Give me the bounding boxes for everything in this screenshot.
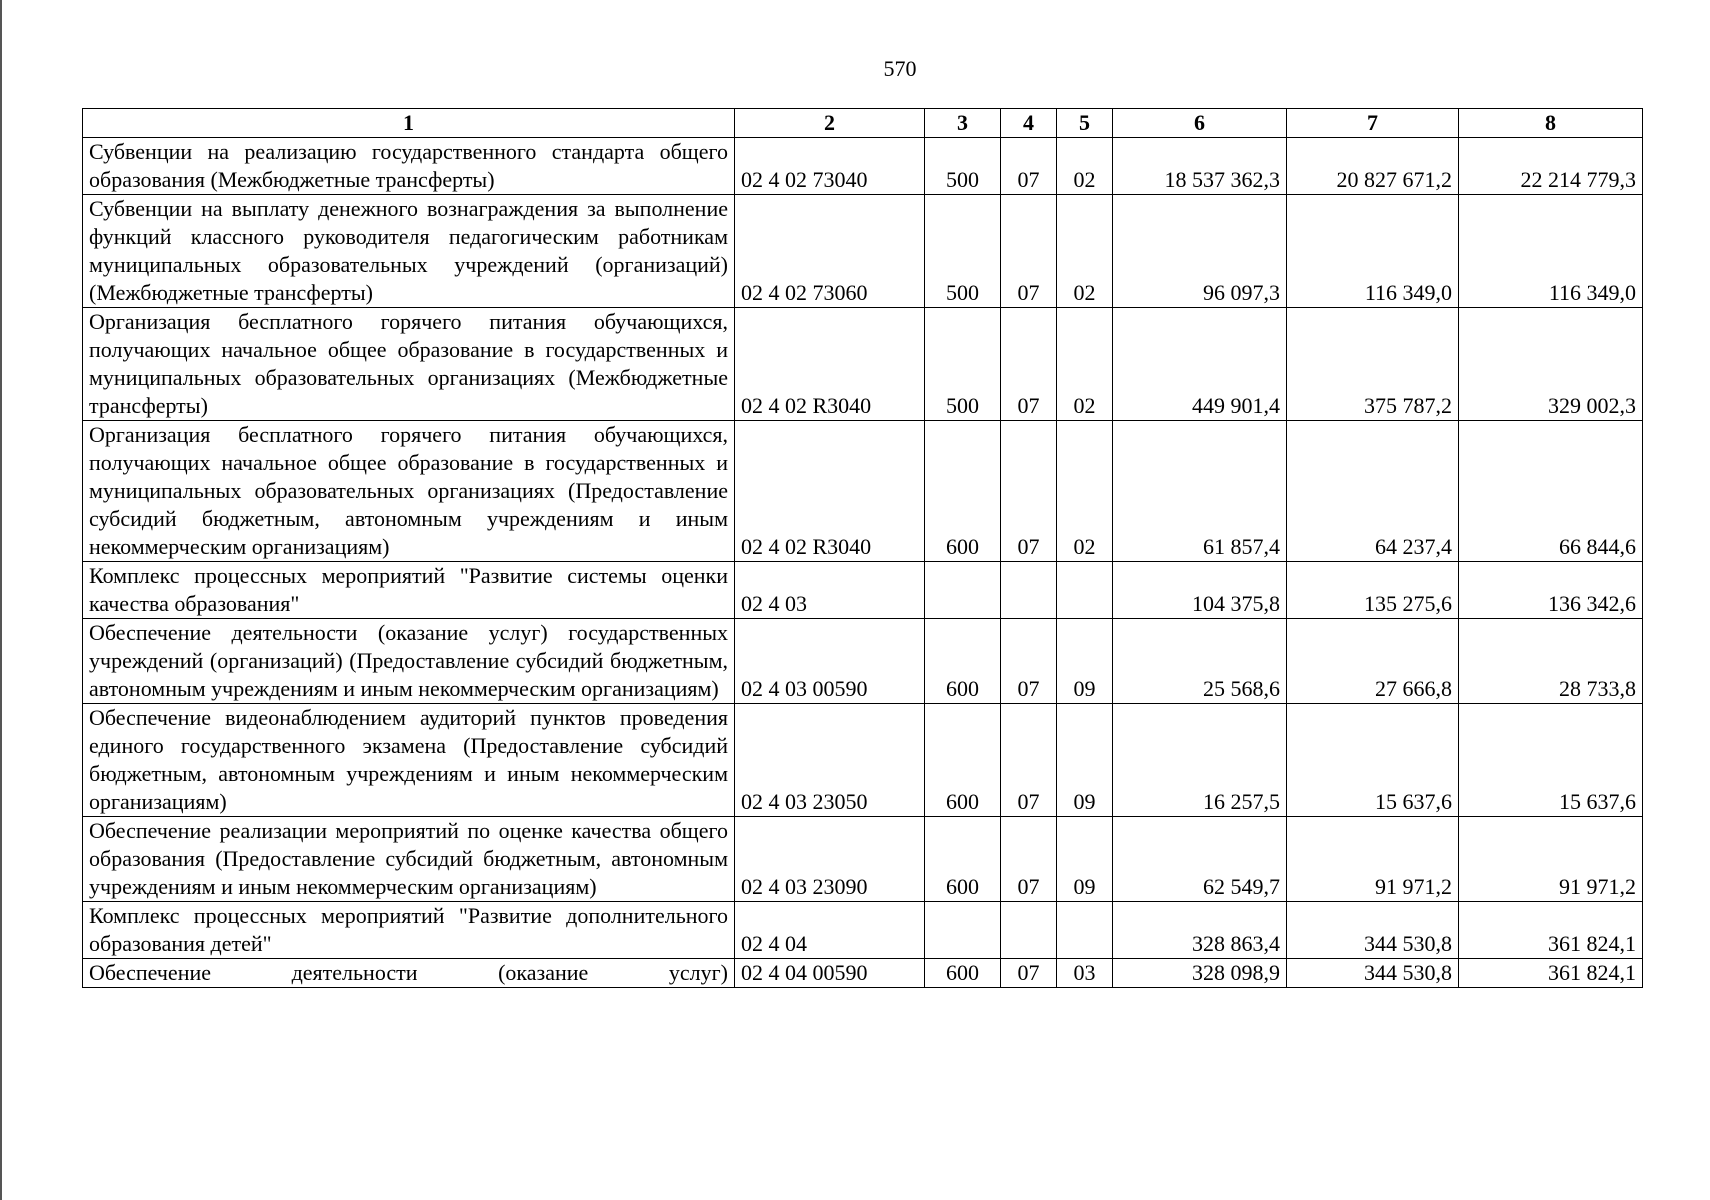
row-subsection: 02 [1057,421,1113,562]
row-section: 07 [1001,619,1057,704]
row-amount-col7: 64 237,4 [1287,421,1459,562]
row-target-code: 02 4 04 00590 [735,959,925,988]
header-col-1: 1 [83,109,735,138]
header-col-3: 3 [925,109,1001,138]
table-row [83,902,1643,959]
row-description: Обеспечение видеонаблюдением аудиторий пунктов проведения единого государственного экзамена (Предоставление субсидий бюджетным, автономным учреждениям и иным некоммерческим организациям) [83,704,735,817]
row-section: 07 [1001,959,1057,988]
row-amount-col8: 361 824,1 [1459,959,1643,988]
row-section: 07 [1001,308,1057,421]
row-section: 07 [1001,138,1057,195]
row-expense-type: 500 [925,138,1001,195]
row-amount-col7: 375 787,2 [1287,308,1459,421]
row-expense-type [925,562,1001,619]
row-target-code: 02 4 04 [735,902,925,959]
row-amount-col7: 344 530,8 [1287,959,1459,988]
row-amount-col6: 62 549,7 [1113,817,1287,902]
row-section: 07 [1001,421,1057,562]
header-col-6: 6 [1113,109,1287,138]
row-amount-col8: 91 971,2 [1459,817,1643,902]
table-row [83,704,1643,817]
row-amount-col6: 16 257,5 [1113,704,1287,817]
row-expense-type: 500 [925,195,1001,308]
row-amount-col8: 136 342,6 [1459,562,1643,619]
row-amount-col8: 116 349,0 [1459,195,1643,308]
row-amount-col7: 116 349,0 [1287,195,1459,308]
row-target-code: 02 4 02 R3040 [735,308,925,421]
row-subsection: 02 [1057,308,1113,421]
budget-table [82,108,1643,988]
header-col-2: 2 [735,109,925,138]
row-subsection: 09 [1057,704,1113,817]
table-row [83,619,1643,704]
row-amount-col8: 28 733,8 [1459,619,1643,704]
page-number: 570 [883,56,917,81]
row-description: Комплекс процессных мероприятий "Развитие дополнительного образования детей" [83,902,735,959]
table-row [83,562,1643,619]
row-amount-col7: 15 637,6 [1287,704,1459,817]
row-target-code: 02 4 02 73040 [735,138,925,195]
table-row [83,308,1643,421]
row-subsection [1057,902,1113,959]
row-target-code: 02 4 03 [735,562,925,619]
row-description: Обеспечение деятельности (оказание услуг) [83,959,735,988]
table-row [83,195,1643,308]
row-amount-col8: 15 637,6 [1459,704,1643,817]
row-target-code: 02 4 03 23050 [735,704,925,817]
row-amount-col8: 361 824,1 [1459,902,1643,959]
row-description: Организация бесплатного горячего питания обучающихся, получающих начальное общее образование в государственных и муниципальных образовательных организациях (Предоставление субсидий бюджетным, автономным учреждениям и иным некоммерческим организациям) [83,421,735,562]
table-row [83,138,1643,195]
row-description: Обеспечение реализации мероприятий по оценке качества общего образования (Предоставление субсидий бюджетным, автономным учреждениям и иным некоммерческим организациям) [83,817,735,902]
table-row [83,959,1643,988]
row-subsection: 09 [1057,619,1113,704]
row-description: Субвенции на реализацию государственного стандарта общего образования (Межбюджетные трансферты) [83,138,735,195]
row-description: Обеспечение деятельности (оказание услуг) государственных учреждений (организаций) (Предоставление субсидий бюджетным, автономным учреждениям и иным некоммерческим организациям) [83,619,735,704]
row-subsection [1057,562,1113,619]
row-amount-col7: 344 530,8 [1287,902,1459,959]
row-amount-col6: 96 097,3 [1113,195,1287,308]
row-description: Комплекс процессных мероприятий "Развитие системы оценки качества образования" [83,562,735,619]
header-col-7: 7 [1287,109,1459,138]
page-edge [0,0,2,1200]
row-amount-col6: 18 537 362,3 [1113,138,1287,195]
row-subsection: 02 [1057,138,1113,195]
row-subsection: 09 [1057,817,1113,902]
row-amount-col6: 449 901,4 [1113,308,1287,421]
table-row [83,421,1643,562]
row-section: 07 [1001,195,1057,308]
row-subsection: 02 [1057,195,1113,308]
row-section: 07 [1001,817,1057,902]
table-row [83,817,1643,902]
header-col-4: 4 [1001,109,1057,138]
row-amount-col6: 61 857,4 [1113,421,1287,562]
row-amount-col6: 328 098,9 [1113,959,1287,988]
row-target-code: 02 4 03 23090 [735,817,925,902]
row-amount-col6: 25 568,6 [1113,619,1287,704]
row-target-code: 02 4 03 00590 [735,619,925,704]
row-amount-col7: 91 971,2 [1287,817,1459,902]
row-expense-type: 600 [925,817,1001,902]
header-col-8: 8 [1459,109,1643,138]
row-description: Организация бесплатного горячего питания обучающихся, получающих начальное общее образование в государственных и муниципальных образовательных организациях (Межбюджетные трансферты) [83,308,735,421]
row-expense-type: 600 [925,704,1001,817]
row-expense-type [925,902,1001,959]
header-col-5: 5 [1057,109,1113,138]
row-target-code: 02 4 02 R3040 [735,421,925,562]
row-section: 07 [1001,704,1057,817]
row-amount-col6: 104 375,8 [1113,562,1287,619]
row-description: Субвенции на выплату денежного вознаграждения за выполнение функций классного руководителя педагогическим работникам муниципальных образовательных учреждений (организаций) (Межбюджетные трансферты) [83,195,735,308]
row-target-code: 02 4 02 73060 [735,195,925,308]
row-section [1001,562,1057,619]
row-section [1001,902,1057,959]
row-amount-col7: 135 275,6 [1287,562,1459,619]
header-row [83,109,1643,138]
row-amount-col8: 329 002,3 [1459,308,1643,421]
row-amount-col7: 27 666,8 [1287,619,1459,704]
row-amount-col6: 328 863,4 [1113,902,1287,959]
row-amount-col8: 22 214 779,3 [1459,138,1643,195]
row-expense-type: 500 [925,308,1001,421]
row-amount-col7: 20 827 671,2 [1287,138,1459,195]
row-expense-type: 600 [925,421,1001,562]
row-subsection: 03 [1057,959,1113,988]
row-expense-type: 600 [925,619,1001,704]
row-expense-type: 600 [925,959,1001,988]
row-amount-col8: 66 844,6 [1459,421,1643,562]
